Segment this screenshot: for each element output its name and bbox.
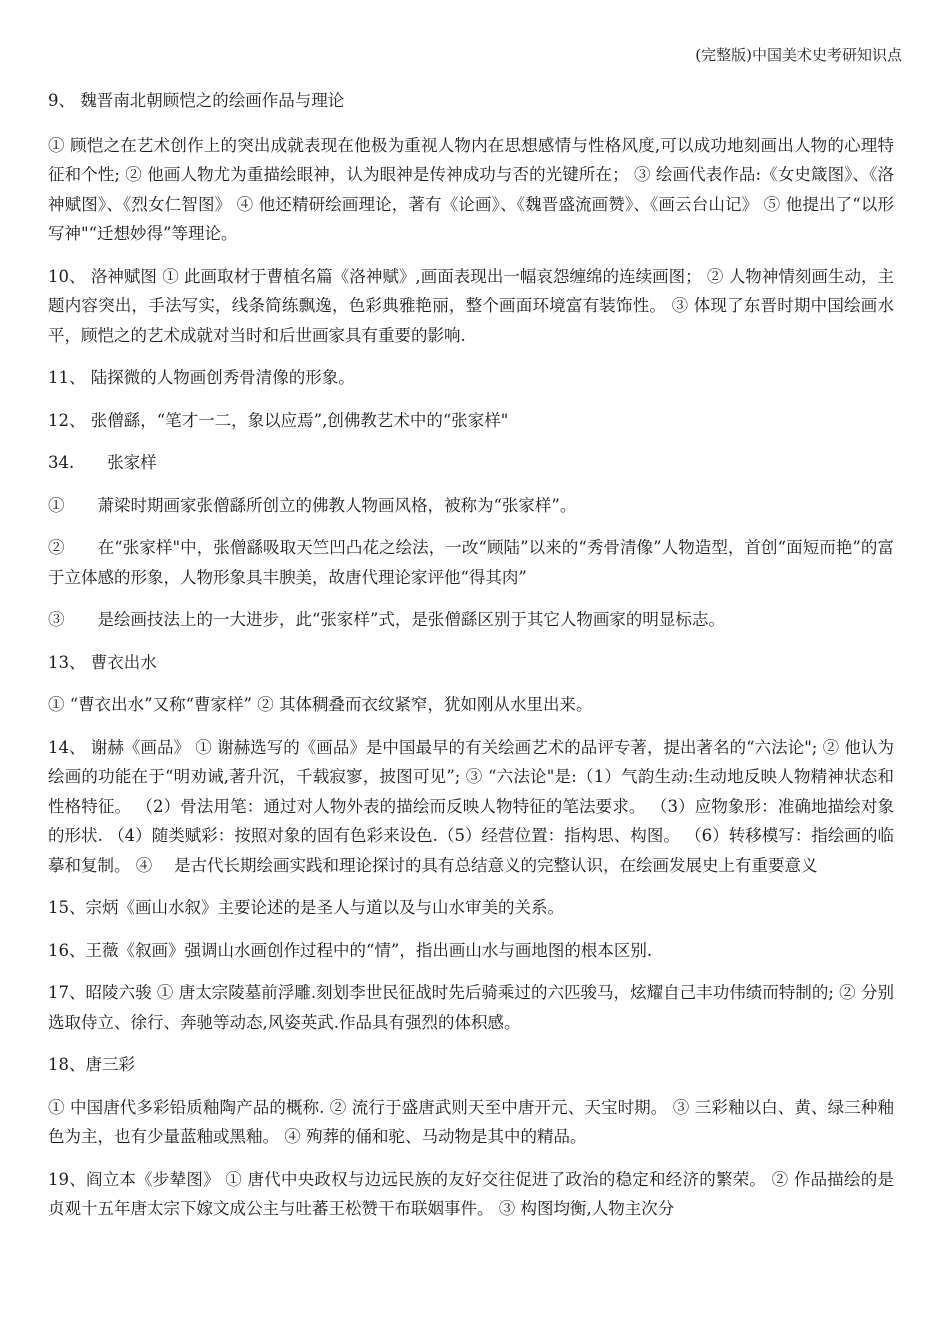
- paragraph: 15、宗炳《画山水叙》主要论述的是圣人与道以及与山水审美的关系。: [48, 898, 564, 917]
- document-body: [48, 86, 894, 1237]
- document-header: (完整版)中国美术史考研知识点: [695, 46, 902, 64]
- section-heading: 18、唐三彩: [48, 1055, 135, 1074]
- paragraph: 10、 洛神赋图 ① 此画取材于曹植名篇《洛神赋》,画面表现出一幅哀怨缠绵的连续画图； ② 人物神情刻画生动，主题内容突出，手法写实，线条简练飘逸，色彩典雅艳丽，整个画面环境富有装饰性。 ③ 体现了东晋时期中国绘画水平，顾恺之的艺术成就对当时和后世画家具有重要的影响.: [48, 266, 894, 345]
- paragraph: ① “曹衣出水”又称“曹家样” ② 其体稠叠而衣纹紧窄，犹如刚从水里出来。: [48, 695, 593, 714]
- section-heading: 9、 魏晋南北朝顾恺之的绘画作品与理论: [48, 91, 345, 110]
- paragraph: ③ 是绘画技法上的一大进步，此“张家样”式，是张僧繇区别于其它人物画家的明显标志。: [48, 610, 725, 629]
- section-heading: 34. 张家样: [48, 453, 157, 472]
- paragraph: ① 顾恺之在艺术创作上的突出成就表现在他极为重视人物内在思想感情与性格风度,可以成功地刻画出人物的心理特征和个性; ② 他画人物尤为重描绘眼神，认为眼神是传神成功与否的光键所在； ③ 绘画代表作品:《女史箴图》、《洛神赋图》、《烈女仁智图》 ④ 他还精研绘画理论，著有《论画》、《魏晋盛流画赞》、《画云台山记》 ⑤ 他提出了“以形写神"“迁想妙得”等理论。: [48, 135, 894, 243]
- paragraph: 11、 陆探微的人物画创秀骨清像的形象。: [48, 368, 355, 387]
- paragraph: 19、阎立本《步辇图》 ① 唐代中央政权与边远民族的友好交往促进了政治的稳定和经济的繁荣。 ② 作品描绘的是贞观十五年唐太宗下嫁文成公主与吐蕃王松赞干布联姻事件。 ③ 构图均衡,人物主次分: [48, 1169, 894, 1218]
- paragraph: 12、 张僧繇，“笔才一二，象以应焉”,创佛教艺术中的“张家样": [48, 410, 509, 430]
- paragraph: 14、 谢赫《画品》 ① 谢赫选写的《画品》是中国最早的有关绘画艺术的品评专著，提出著名的“六法论"; ② 他认为绘画的功能在于“明劝诫,著升沉，千载寂寥，披图可见”; ③ “六法论"是:（1）气韵生动:生动地反映人物精神状态和性格特征。 （2）骨法用笔：通过对人物外表的描绘而反映人物特征的笔法要求。 （3）应物象形：准确地描绘对象的形状. （4）随类赋彩：按照对象的固有色彩来设色.（5）经营位置：指构思、构图。 （6）转移模写：指绘画的临摹和复制。 ④ 是古代长期绘画实践和理论探讨的具有总结意义的完整认识，在绘画发展史上有重要意义: [48, 737, 894, 875]
- paragraph: 16、王薇《叙画》强调山水画创作过程中的“情”，指出画山水与画地图的根本区别.: [48, 940, 653, 960]
- section-heading: 13、 曹衣出水: [48, 652, 157, 672]
- paragraph: ① 萧梁时期画家张僧繇所创立的佛教人物画风格，被称为“张家样”。: [48, 495, 577, 515]
- paragraph: ① 中国唐代多彩铅质釉陶产品的概称. ② 流行于盛唐武则天至中唐开元、天宝时期。 ③ 三彩釉以白、黄、绿三种釉色为主，也有少量蓝釉或黑釉。 ④ 殉葬的俑和驼、马动物是其中的精品。: [48, 1097, 894, 1146]
- paragraph: ② 在“张家样"中，张僧繇吸取天竺凹凸花之绘法，一改“顾陆”以来的“秀骨清像”人物造型，首创“面短而艳”的富于立体感的形象，人物形象具丰腴美，故唐代理论家评他“得其肉”: [48, 538, 894, 587]
- paragraph: 17、昭陵六骏 ① 唐太宗陵墓前浮雕.刻划李世民征战时先后骑乘过的六匹骏马，炫耀自己丰功伟绩而特制的; ② 分别选取侍立、徐行、奔驰等动态,风姿英武.作品具有强烈的体积感。: [48, 983, 894, 1032]
